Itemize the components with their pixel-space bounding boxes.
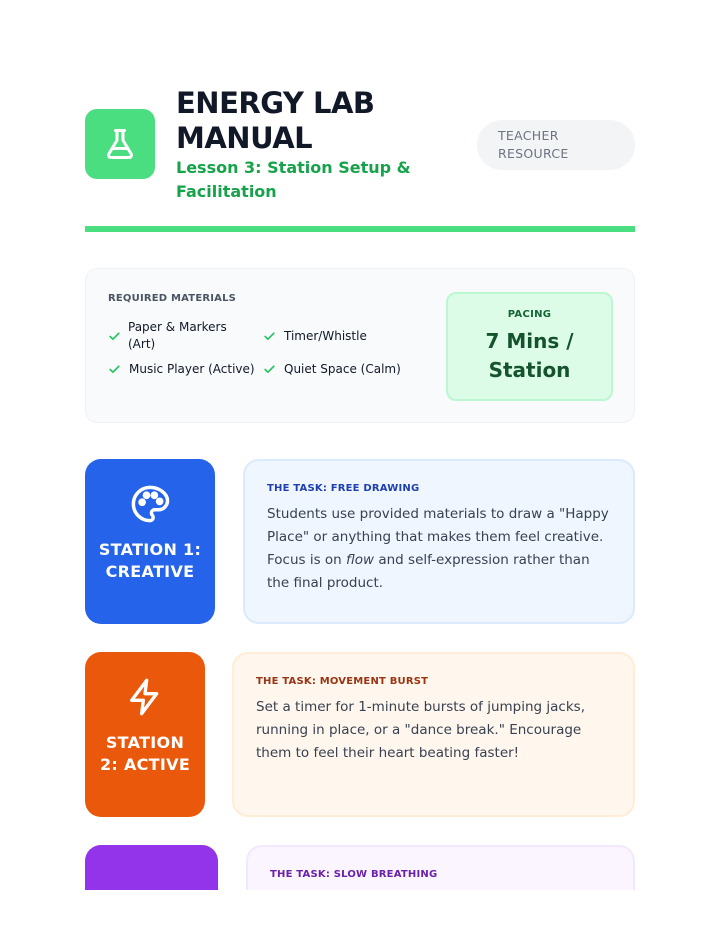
station-3-task-card <box>246 845 635 890</box>
task-label: THE TASK: SLOW BREATHING <box>270 869 438 880</box>
badge-line-1: TEACHER <box>498 128 559 143</box>
title-line-2: MANUAL <box>176 121 313 155</box>
material-text: Quiet Space (Calm) <box>284 362 401 376</box>
pacing-label: PACING <box>507 309 552 320</box>
task-text-emphasis: flow <box>346 552 375 568</box>
material-text: Music Player (Active) <box>129 362 255 376</box>
task-description: Set a timer for 1-minute bursts of jumping jacks, running in place, or a "dance break." Encourage them to feel their heart beating faster! <box>256 699 585 761</box>
material-text: Timer/Whistle <box>284 329 367 343</box>
task-label: THE TASK: MOVEMENT BURST <box>256 676 429 687</box>
lesson-subtitle: Lesson 3: Station Setup & Facilitation <box>176 158 411 201</box>
materials-label: REQUIRED MATERIALS <box>108 293 237 304</box>
station-name: STATION 1: CREATIVE <box>98 540 202 581</box>
badge-line-2: RESOURCE <box>498 146 569 161</box>
task-label: THE TASK: FREE DRAWING <box>267 483 420 494</box>
pacing-value: 7 Mins / Station <box>485 329 574 382</box>
task-text-part: Students use provided materials to draw a "Happy Place" or anything that makes them feel creative. Focus is on <box>267 506 609 568</box>
station-name: STATION 2: ACTIVE <box>99 733 191 774</box>
task-text-part: and self-expression rather than the final product. <box>267 552 590 591</box>
material-text: Paper & Markers (Art) <box>128 320 227 351</box>
title-line-1: ENERGY LAB <box>176 86 375 120</box>
station-3-tile <box>85 845 218 890</box>
